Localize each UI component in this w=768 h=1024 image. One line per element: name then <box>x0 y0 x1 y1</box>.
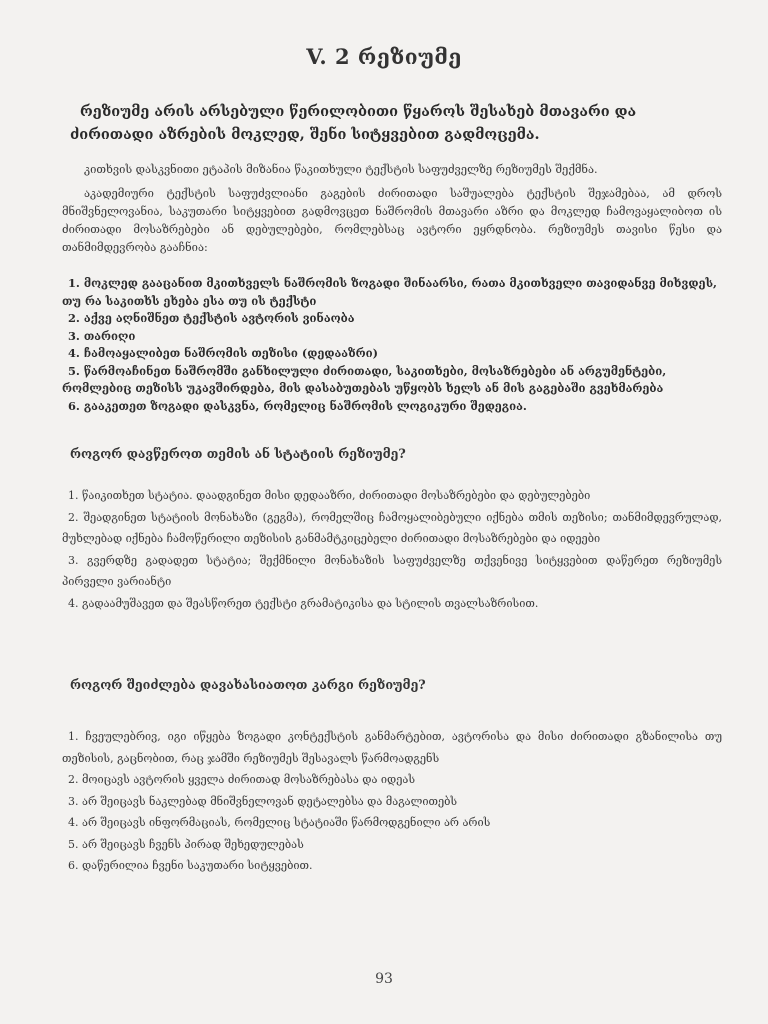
list-item: 6. დაწერილია ჩვენი საკუთარი სიტყვებით. <box>68 859 313 872</box>
page-title: V. 2 რეზიუმე <box>306 44 462 69</box>
paragraph-purpose: კითხვის დასკვნითი ეტაპის მიზანია წაკითხული ტექსტის საფუძველზე რეზიუმეს შექმნა. <box>84 163 598 176</box>
paragraph-academic-text: აკადემიური ტექსტის საფუძვლიანი გაგების ძირითადი საშუალება ტექსტის შეჯამებაა, ამ დროს მნიშვნელოვანია, საკუთარი სიტყვებით გადმოვცეთ ნაშრომის მთავარი აზრი და მოკლედ ჩამოვაყალიბოთ ის ძირითადი მოსაზრებები ან დებულებები, რომლებსაც ავტორი ეყრდნობა. რეზიუმეს თავისი წესი და თანმიმდევრობა გააჩნია: <box>62 187 722 254</box>
list-item: 5. წარმოაჩინეთ ნაშრომში განხილული ძირითადი, საკითხები, მოსაზრებები ან არგუმენტები, რომლებიც თეზისს უკავშირდება, მის დასაბუთებას უწყობს ხელს ან მის გაგებაში გვეხმარება <box>62 363 667 395</box>
how-to-write-list <box>62 485 722 614</box>
list-item: 2. შეადგინეთ სტატიის მონახაზი (გეგმა), რომელშიც ჩამოყალიბებული იქნება თმის თეზისი; თანმიმდევრულად, მუხლებად იქნება ჩამოწერილი თეზისის განმამტკიცებელი ძირითადი მოსაზრებები და იდეები <box>62 510 722 545</box>
section-heading-good-summary: როგორ შეიძლება დავახასიათოთ კარგი რეზიუმე? <box>70 677 426 692</box>
intro-definition: რეზიუმე არის არსებული წერილობითი წყაროს შესახებ მთავარი და ძირითადი აზრების მოკლედ, შენი სიტყვებით გადმოცემა. <box>70 103 637 143</box>
list-item: 2. აქვე აღნიშნეთ ტექსტის ავტორის ვინაობა <box>68 311 355 325</box>
list-item: 4. არ შეიცავს ინფორმაციას, რომელიც სტატიაში წარმოდგენილი არ არის <box>68 816 491 829</box>
list-item: 2. მოიცავს ავტორის ყველა ძირითად მოსაზრებასა და იდეას <box>68 773 415 786</box>
list-item: 4. ჩამოაყალიბეთ ნაშრომის თეზისი (დედააზრი) <box>68 346 378 360</box>
list-item: 1. მოკლედ გააცანით მკითხველს ნაშრომის ზოგადი შინაარსი, რათა მკითხველი თავიდანვე მიხვდეს, თუ რა საკითხს ეხება ესა თუ ის ტექსტი <box>62 276 717 308</box>
list-item: 1. ჩვეულებრივ, იგი იწყება ზოგადი კონტექსტის განმარტებით, ავტორისა და მისი ძირითადი გზანილისა თუ თეზისის, გაცნობით, რაც ჯამში რეზიუმეს შესავალს წარმოადგენს <box>62 730 722 765</box>
good-summary-list <box>62 726 722 877</box>
list-item: 1. წაიკითხეთ სტატია. დაადგინეთ მისი დედააზრი, ძირითადი მოსაზრებები და დებულებები <box>68 489 591 502</box>
section-heading-how-to-write: როგორ დავწეროთ თემის ან სტატიის რეზიუმე? <box>70 446 406 461</box>
list-item: 3. არ შეიცავს ნაკლებად მნიშვნელოვან დეტალებსა და მაგალითებს <box>68 794 458 808</box>
list-item: 3. თარიღი <box>68 328 136 343</box>
list-item: 6. გააკეთეთ ზოგადი დასკვნა, რომელიც ნაშრომის ლოგიკური შედეგია. <box>68 398 527 413</box>
list-item: 3. გვერდზე გადადეთ სტატია; შექმნილი მონახაზის საფუძველზე თქვენივე სიტყვებით დაწერეთ რეზიუმეს პირველი ვარიანტი <box>62 553 722 588</box>
summary-steps-list <box>62 275 722 415</box>
list-item: 4. გადაამუშავეთ და შეასწორეთ ტექსტი გრამატიკისა და სტილის თვალსაზრისით. <box>68 596 539 610</box>
list-item: 5. არ შეიცავს ჩვენს პირად შეხედულებას <box>68 837 304 851</box>
page-number: 93 <box>375 971 393 987</box>
